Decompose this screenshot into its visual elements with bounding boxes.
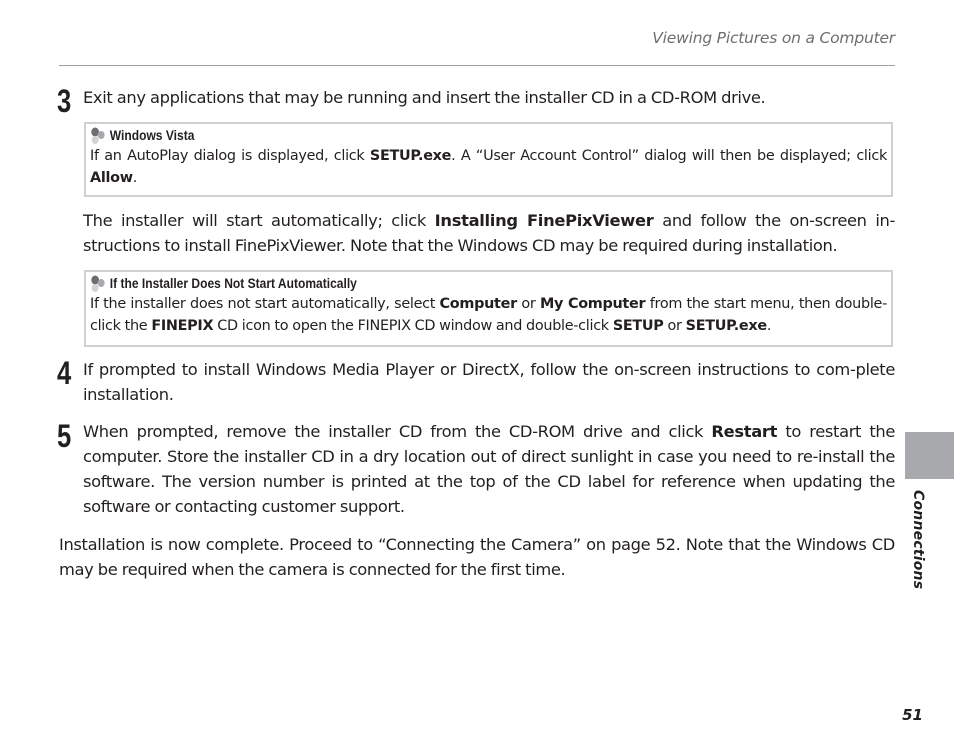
allow-label: Allow bbox=[90, 170, 133, 186]
installing-finepixviewer-label: Installing FinePixViewer bbox=[434, 211, 654, 230]
chapter-tab-label: Connections bbox=[910, 490, 926, 590]
note-windows-vista bbox=[84, 122, 893, 197]
setup-exe-label: SETUP.exe bbox=[369, 148, 452, 164]
step-3-number: 3 bbox=[57, 83, 72, 119]
my-computer-label: My Computer bbox=[539, 296, 646, 312]
step-4-number: 4 bbox=[57, 355, 72, 391]
note-title-text: Windows Vista bbox=[109, 127, 195, 143]
installer-paragraph: The installer will start automatically; click Installing FinePixViewer and follow the on-screen in-structions to install FinePixViewer. Note that the Windows CD may be required during installation. bbox=[83, 211, 896, 255]
computer-label: Computer bbox=[439, 296, 517, 312]
note-title-text: If the Installer Does Not Start Automatically bbox=[109, 275, 357, 291]
step-3-text: Exit any applications that may be running and insert the installer CD in a CD-ROM drive. bbox=[83, 88, 766, 107]
note-title bbox=[90, 274, 775, 293]
page-number: 51 bbox=[902, 706, 923, 724]
running-header: Viewing Pictures on a Computer bbox=[652, 29, 895, 47]
chapter-tab bbox=[905, 432, 954, 479]
note-icon bbox=[90, 126, 108, 145]
note-text: If the installer does not start automatically, select Computer or My Computer from the start menu, then double-click the FINEPIX CD icon to open the FINEPIX CD window and double-click SETUP or SETUP.exe. bbox=[90, 296, 887, 334]
note-title bbox=[90, 126, 775, 145]
finepix-label: FINEPIX bbox=[151, 318, 214, 334]
note-icon bbox=[90, 274, 108, 293]
restart-label: Restart bbox=[711, 422, 778, 441]
step-5-text: When prompted, remove the installer CD from the CD-ROM drive and click Restart to restart the computer. Store the installer CD in a dry location out of direct sunlight in case you need to re-install the software. The version number is printed at the top of the CD label for reference when updating the software or contacting customer support. bbox=[83, 422, 895, 516]
step-4-text: If prompted to install Windows Media Player or DirectX, follow the on-screen instructions to com-plete installation. bbox=[83, 360, 895, 404]
setup-label: SETUP bbox=[612, 318, 664, 334]
note-text: If an AutoPlay dialog is displayed, click SETUP.exe. A “User Account Control” dialog will then be displayed; click Allow. bbox=[90, 148, 887, 186]
step-5-number: 5 bbox=[57, 418, 72, 454]
note-installer-not-starting bbox=[84, 270, 893, 347]
closing-paragraph: Installation is now complete. Proceed to “Connecting the Camera” on page 52. Note that the Windows CD may be required when the camera is connected for the first time. bbox=[59, 535, 895, 579]
header-rule bbox=[59, 65, 895, 66]
setup-exe-label: SETUP.exe bbox=[685, 318, 767, 334]
